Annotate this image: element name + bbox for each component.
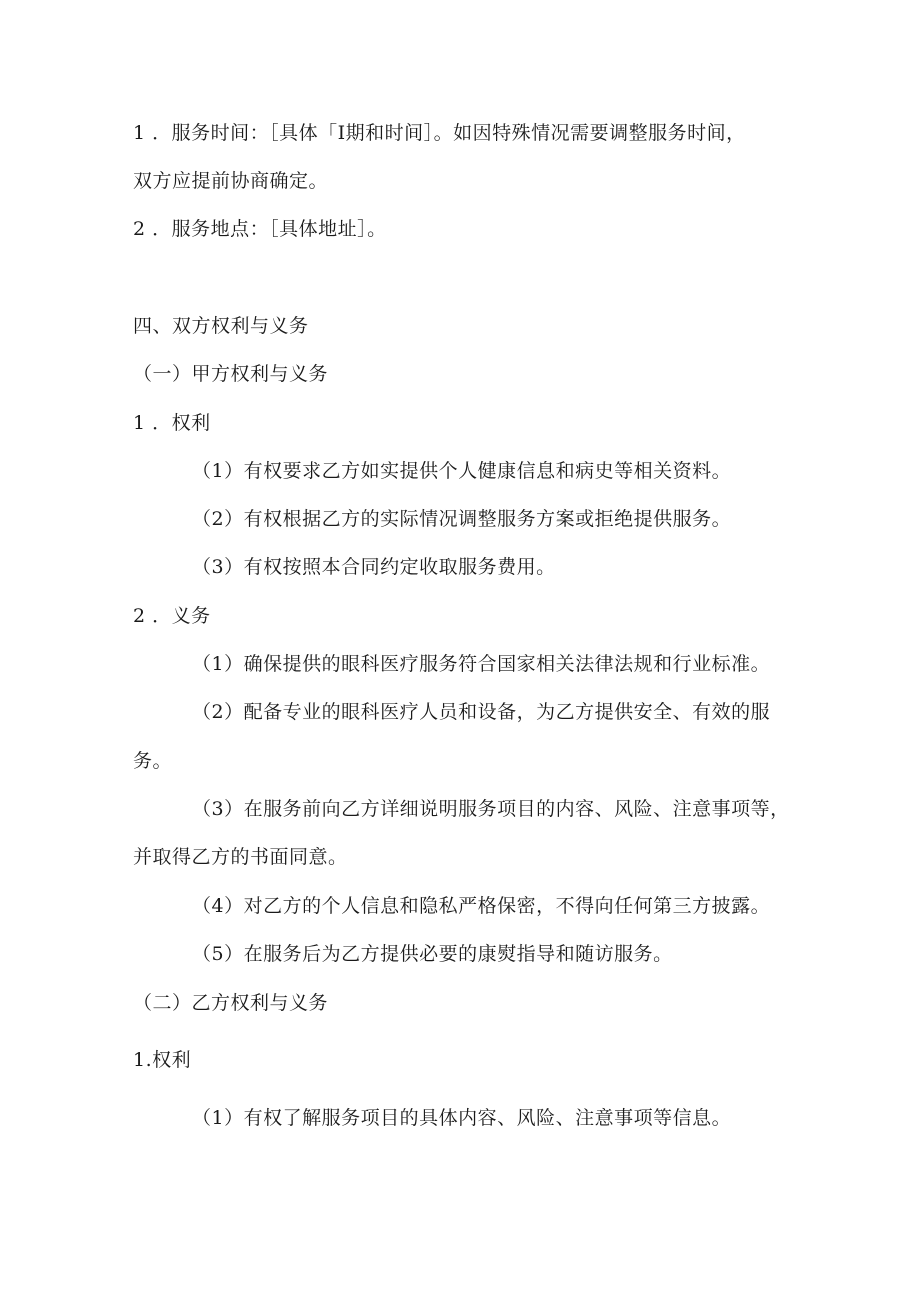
text-line-service-time-cont: 双方应提前协商确定。 bbox=[133, 170, 329, 192]
list-item-a-right-1: （1）有权要求乙方如实提供个人健康信息和病史等相关资料。 bbox=[192, 460, 732, 482]
text-line-service-location: 2 ．服务地点：［具体地址］。 bbox=[133, 218, 387, 240]
subsection-heading-party-b: （二）乙方权利与义务 bbox=[133, 992, 329, 1014]
subsection-heading-party-a: （一）甲方权利与义务 bbox=[133, 363, 329, 385]
list-item-a-obligation-1: （1）确保提供的眼科医疗服务符合国家相关法律法规和行业标准。 bbox=[192, 653, 771, 675]
item-heading-obligations-a: 2 ．义务 bbox=[133, 605, 211, 627]
list-item-a-right-3: （3）有权按照本合同约定收取服务费用。 bbox=[192, 556, 556, 578]
item-heading-rights-a: 1 ．权利 bbox=[133, 412, 211, 434]
item-heading-rights-b: 1.权利 bbox=[133, 1049, 192, 1071]
list-item-a-obligation-3: （3）在服务前向乙方详细说明服务项目的内容、风险、注意事项等， bbox=[192, 798, 790, 820]
list-item-a-obligation-2-cont: 务。 bbox=[133, 750, 173, 772]
list-item-a-right-2: （2）有权根据乙方的实际情况调整服务方案或拒绝提供服务。 bbox=[192, 508, 732, 530]
list-item-a-obligation-4: （4）对乙方的个人信息和隐私严格保密，不得向任何第三方披露。 bbox=[192, 895, 771, 917]
section-heading-rights-obligations: 四、双方权利与义务 bbox=[133, 315, 309, 337]
text-line-service-time: 1 ．服务时间：［具体「I期和时间］。如因特殊情况需要调整服务时间， bbox=[133, 122, 746, 144]
list-item-a-obligation-5: （5）在服务后为乙方提供必要的康熨指导和随访服务。 bbox=[192, 943, 673, 965]
list-item-a-obligation-3-cont: 并取得乙方的书面同意。 bbox=[133, 846, 348, 868]
list-item-a-obligation-2: （2）配备专业的眼科医疗人员和设备，为乙方提供安全、有效的服 bbox=[192, 701, 771, 723]
list-item-b-right-1: （1）有权了解服务项目的具体内容、风险、注意事项等信息。 bbox=[192, 1107, 732, 1129]
